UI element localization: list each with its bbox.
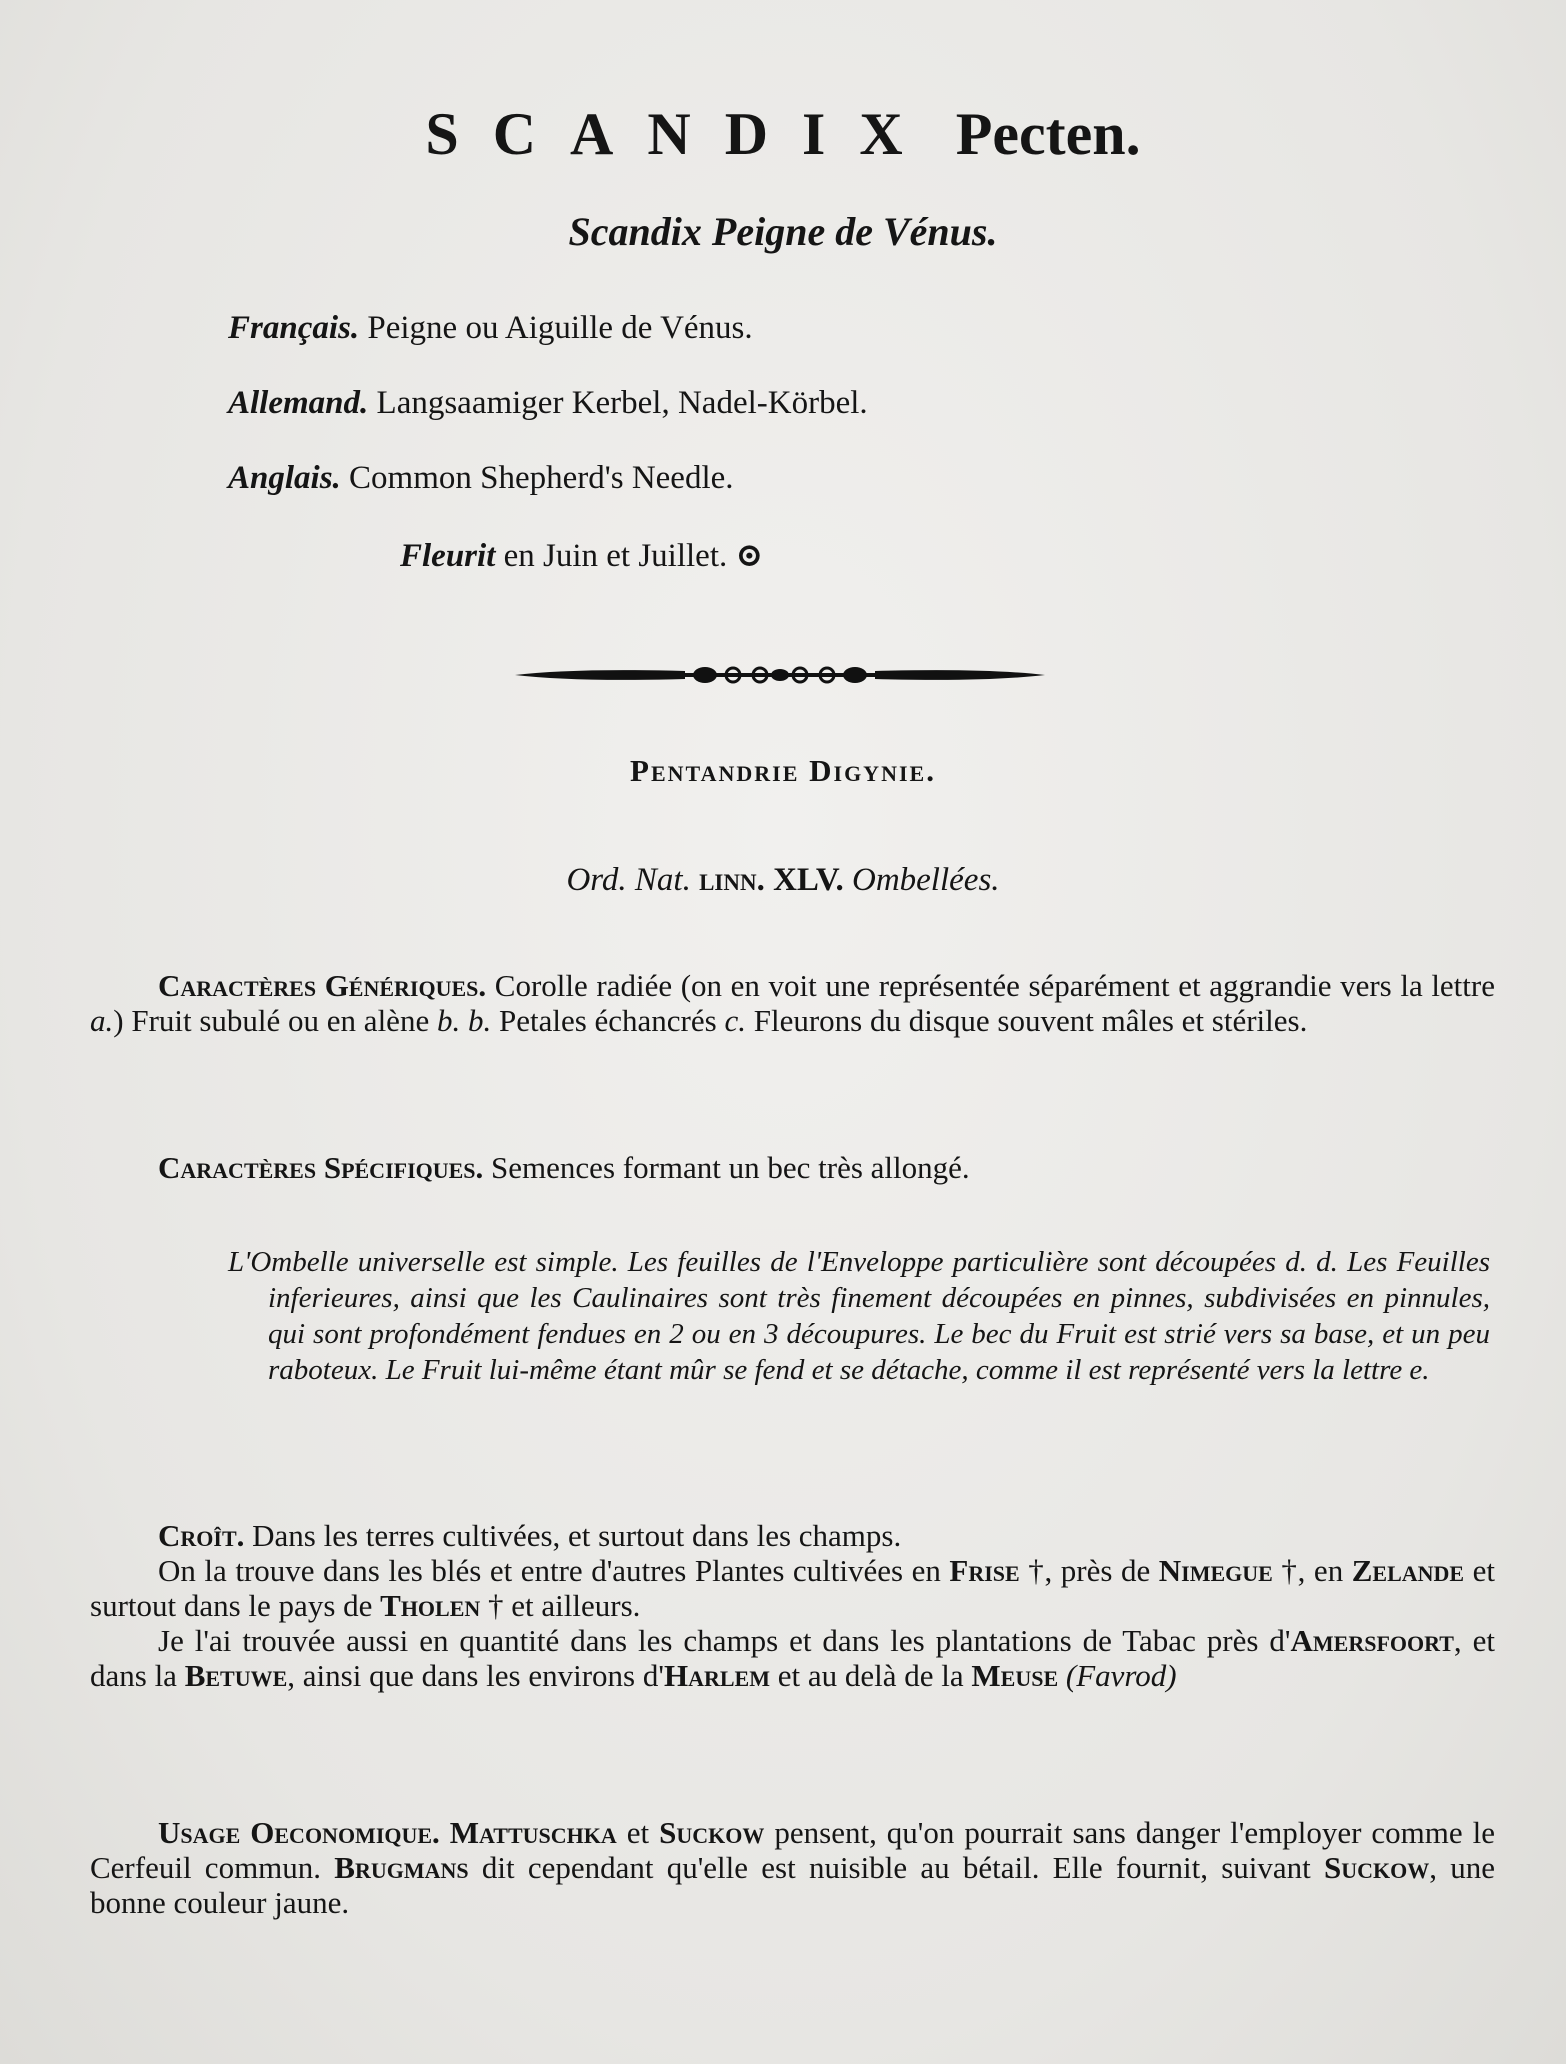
figure-ref: b. b. [436, 1003, 492, 1038]
flowering-line [400, 535, 763, 575]
body-text: Petales échancrés [491, 1003, 725, 1038]
specific-characters [90, 1150, 1495, 1185]
author-name: Suckow [659, 1815, 765, 1850]
place-name: Frise [949, 1553, 1020, 1588]
body-text: Fleurons du disque souvent mâles et stériles. [745, 1003, 1308, 1038]
section-label: Caractères Génériques. [158, 968, 487, 1003]
place-name: Zelande [1351, 1553, 1465, 1588]
language-label: Anglais. [228, 460, 341, 496]
body-text: , et dans la [90, 1623, 1495, 1693]
order-name: Ombellées. [852, 862, 1000, 898]
french-title: Scandix Peigne de Vénus. [568, 209, 998, 254]
order-prefix: Ord. Nat. [566, 862, 691, 898]
place-name: Betuwe [184, 1658, 288, 1693]
body-text: et [616, 1815, 660, 1850]
habitat-paragraph-2 [90, 1553, 1495, 1623]
author-citation: (Favrod) [1065, 1658, 1177, 1693]
body-text: ) Fruit subulé ou en alène [113, 1003, 437, 1038]
place-name: Meuse [971, 1658, 1059, 1693]
habitat-section [90, 1518, 1495, 1553]
vernacular-name: Langsaamiger Kerbel, Nadel-Körbel. [376, 385, 868, 421]
body-text: , une bonne couleur jaune. [90, 1850, 1495, 1920]
body-text: † et ailleurs. [480, 1588, 641, 1623]
body-text: et au delà de la [769, 1658, 972, 1693]
linnaean-class: Pentandrie Digynie. [630, 753, 936, 788]
vernacular-french [228, 310, 753, 347]
section-label: Caractères Spécifiques. [158, 1150, 484, 1185]
flowering-label: Fleurit [400, 538, 496, 574]
body-text: †, en [1272, 1553, 1352, 1588]
figure-ref: c. [724, 1003, 746, 1038]
place-name: Amersfoort [1290, 1623, 1454, 1658]
author-name: Mattuschka [449, 1815, 617, 1850]
body-text: pensent, qu'on pourrait sans danger l'employer comme le Cerfeuil commun. [90, 1815, 1495, 1885]
page-title [0, 100, 1566, 169]
annual-symbol-icon: ⊙ [735, 538, 764, 574]
language-label: Allemand. [228, 385, 369, 421]
language-label: Français. [228, 310, 360, 346]
body-text: Semences formant un bec très allongé. [491, 1150, 970, 1185]
place-name: Tholen [380, 1588, 481, 1623]
body-text: Je l'ai trouvée aussi en quantité dans les champs et dans les plantations de Tabac près d' [158, 1623, 1291, 1658]
body-text: et surtout dans le pays de [90, 1553, 1496, 1623]
species-name: Pecten. [955, 101, 1141, 167]
body-text: On la trouve dans les blés et entre d'autres Plantes cultivées en [158, 1553, 950, 1588]
figure-ref: a. [90, 1003, 114, 1038]
vernacular-name: Common Shepherd's Needle. [349, 460, 734, 496]
natural-order [0, 862, 1566, 899]
flowering-text: en Juin et Juillet. [503, 538, 728, 574]
vernacular-name: Peigne ou Aiguille de Vénus. [367, 310, 753, 346]
economic-use [90, 1815, 1495, 1920]
vernacular-english [228, 460, 734, 497]
body-text: Corolle radiée (on en voit une représentée séparément et aggrandie vers la lettre [494, 968, 1495, 1003]
author-name: Suckow [1324, 1850, 1430, 1885]
generic-characters [90, 968, 1495, 1038]
section-label: Croît. [158, 1518, 245, 1553]
vernacular-german [228, 385, 868, 422]
place-name: Nimegue [1158, 1553, 1273, 1588]
place-name: Harlem [663, 1658, 770, 1693]
section-label: Usage Oeconomique. [158, 1815, 440, 1850]
body-text: †, près de [1019, 1553, 1159, 1588]
ornament-divider-icon [515, 662, 1045, 688]
habitat-paragraph-3 [90, 1623, 1495, 1693]
order-linn: linn. XLV. [699, 862, 844, 898]
description-text: L'Ombelle universelle est simple. Les feuilles de l'Enveloppe particulière sont découpées d. d. Les Feuilles inferieures, ainsi que les Caulinaires sont très finement découpées en pinnes, subdivisées en pinnules, qui sont profondément fendues en 2 ou en 3 découpures. Le bec du Fruit est strié vers sa base, et un peu raboteux. Le Fruit lui-même étant mûr se fend et se détache, comme il est représenté vers la lettre e. [228, 1246, 1490, 1386]
body-text: Dans les terres cultivées, et surtout dans les champs. [252, 1518, 902, 1553]
author-name: Brugmans [334, 1850, 469, 1885]
body-text: , ainsi que dans les environs d' [287, 1658, 664, 1693]
genus-name: SCANDIX [425, 101, 937, 167]
species-description [228, 1244, 1490, 1388]
body-text: dit cependant qu'elle est nuisible au bétail. Elle fournit, suivant [468, 1850, 1324, 1885]
